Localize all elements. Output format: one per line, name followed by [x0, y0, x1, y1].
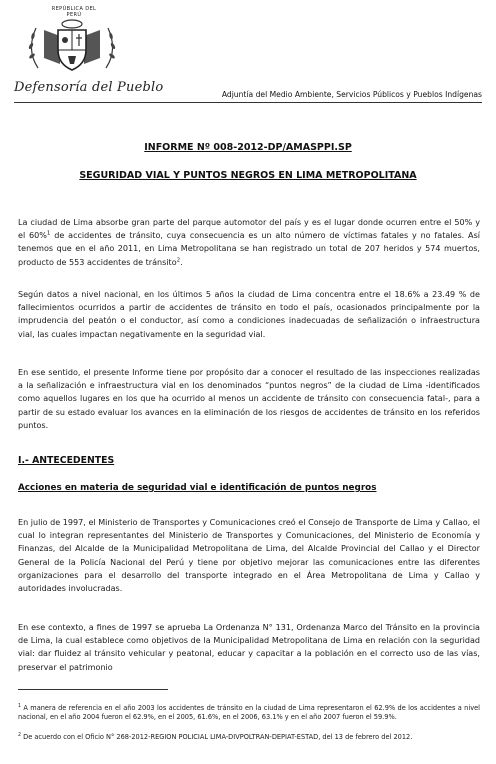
paragraph-national-data: Según datos a nivel nacional, en los últimos 5 años la ciudad de Lima concentra entre el 18.6% a 23.49 % de fallecimientos ocurridos a partir de accidentes de tránsito en todo el país, ocasionados principalmente por la imprudencia del peatón o el conductor, así como a condiciones inadecuadas de señalización o infraestructura vial, las cuales impactan negativamente en la seguridad vial. [18, 290, 480, 339]
footnote-1: $^1$ A manera de referencia en el año 2003 los accidentes de tránsito en la ciudad de Lima representaron el 62.9% de los accidentes a nivel nacional, en el año 2004 fueron el 62.9%, en el 2005, 61.6%, en el 2006, 63.1% y en el año 2007 fueron el 59.9%. [18, 703, 480, 722]
footnote-2: $^2$ De acuerdo con el Oficio N° 268-2012-REGION POLICIAL LIMA-DIVPOLTRAN-DEPIAT-ESTAD, del 13 de febrero del 2012. [18, 732, 413, 741]
paragraph-intro: La ciudad de Lima absorbe gran parte del parque automotor del país y es el lugar donde ocurren entre el 50% y el 60%$^1$ de accidentes de tránsito, cuya consecuencia es un alto número de víctimas fatales y no fatales. Así tenemos que en el año 2011, en Lima Metropolitana se han registrado un total de 207 heridos y 574 muertos, producto de 553 accidentes de tránsito$^2$. [18, 218, 480, 267]
footnote-divider [18, 689, 168, 690]
footnote-ref-1: 1 [46, 230, 51, 237]
footnote-ref-2: 2 [176, 256, 181, 263]
page-header [0, 0, 496, 108]
subsection-heading: Acciones en materia de seguridad vial e identificación de puntos negros [18, 483, 377, 493]
brand-name: Defensoría del Pueblo [14, 80, 164, 95]
paragraph-consejo: En julio de 1997, el Ministerio de Transportes y Comunicaciones creó el Consejo de Transporte de Lima y Callao, el cual lo integran representantes del Ministerio de Transportes y Comunicaciones, del Ministerio de Economía y Finanzas, del Alcalde de la Municipalidad Metropolitana de Lima, del Alcalde Provincial del Callao y el Director General de la Policía Nacional del Perú y tiene por objetivo mejorar las comunicaciones entre las diferentes organizaciones para el desarrollo del transporte integrado en el Área Metropolitana de Lima y Callao y autoridades involucradas. [18, 518, 480, 594]
report-number: INFORME Nº 008-2012-DP/AMASPPI.SP [144, 142, 352, 153]
header-divider [14, 102, 482, 103]
paragraph-ordenanza: En ese contexto, a fines de 1997 se aprueba La Ordenanza N° 131, Ordenanza Marco del Tránsito en la provincia de Lima, la cual establece como objetivos de la Municipalidad Metropolitana de Lima en relación con la seguridad vial: dar fluidez al tránsito vehicular y peatonal, educar y capacitar a la población en el correcto uso de las vías, preservar el patrimonio [18, 623, 480, 672]
seal-caption: REPÚBLICA DEL PERÚ [51, 6, 97, 18]
report-subject: SEGURIDAD VIAL Y PUNTOS NEGROS EN LIMA METROPOLITANA [79, 170, 417, 181]
section-heading-antecedentes: I.- ANTECEDENTES [18, 455, 115, 466]
paragraph-purpose: En ese sentido, el presente Informe tiene por propósito dar a conocer el resultado de las inspecciones realizadas a la señalización e infraestructura vial en los denominados “puntos negros” de la ciudad de Lima -identificados como aquellos lugares en los que ha ocurrido al menos un accidente de tránsito con consecuencia fatal-, para a partir de su estado evaluar los avances en la eliminación de los riesgos de accidentes de tránsito en los referidos puntos. [18, 368, 480, 430]
header-subtitle: Adjuntía del Medio Ambiente, Servicios Públicos y Pueblos Indígenas [221, 90, 482, 99]
